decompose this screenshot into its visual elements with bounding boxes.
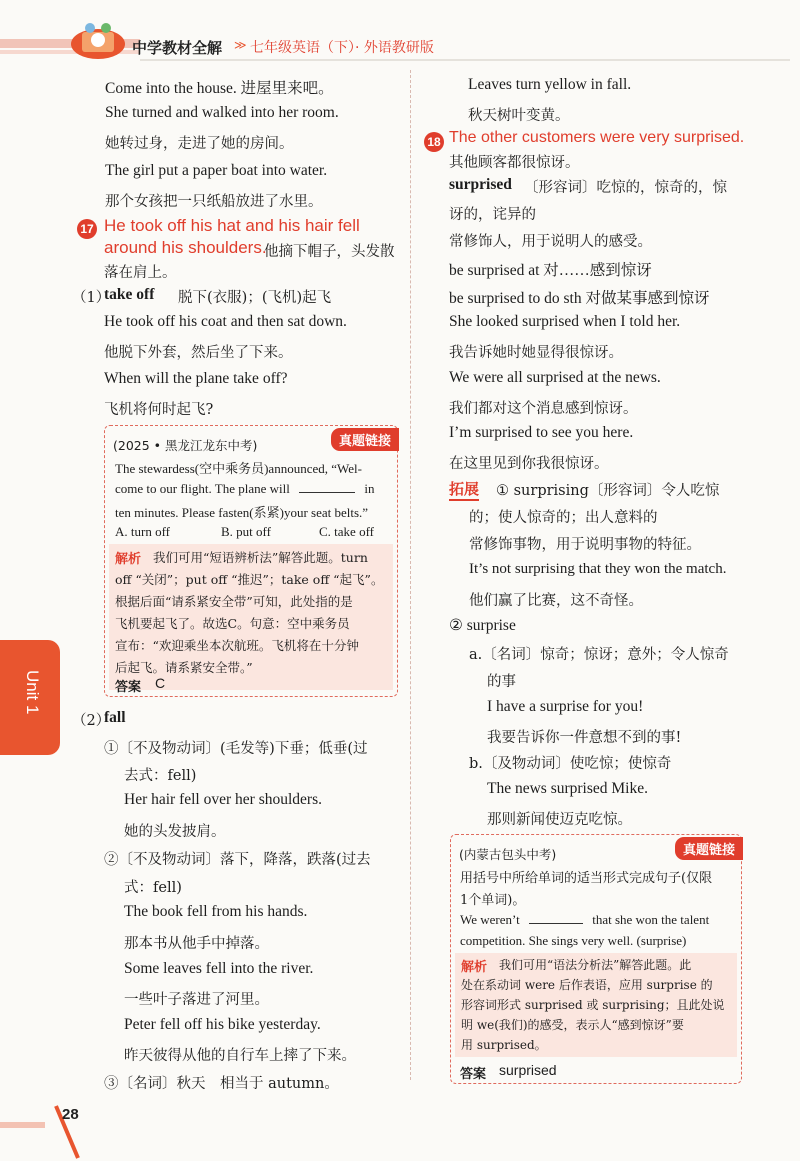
exam-1-analysis-line4: 飞机要起飞了。故选C。句意：空中乘务员 (115, 616, 350, 631)
extension-2b: b.〔及物动词〕使吃惊；使惊奇 (469, 756, 672, 772)
extension-2b-example-zh: 那则新闻使迈克吃惊。 (487, 812, 632, 828)
exam-1-question-line3: ten minutes. Please fasten(系紧)your seat belts.” (115, 505, 369, 520)
extension-2a-example-zh: 我要告诉你一件意想不到的事! (487, 730, 682, 746)
vocab-usage: 常修饰人，用于说明人的感受。 (449, 234, 652, 250)
book-logo-icon (68, 18, 128, 62)
exam-2-analysis-line1: 我们可用“语法分析法”解答此题。此 (499, 958, 692, 972)
fall-def-1-example-zh: 她的头发披肩。 (124, 824, 226, 840)
header-subtitle: 七年级英语（下）· 外语教研版 (250, 40, 434, 56)
exam-2-instruction-line1: 用括号中所给单词的适当形式完成句子(仅限 (460, 871, 713, 886)
sentence-17-badge: 17 (77, 219, 97, 239)
extension-2a-example-en: I have a surprise for you! (487, 698, 644, 715)
phrase-1-label: （1） (72, 290, 111, 306)
exam-2-analysis-line5: 用 surprised。 (461, 1038, 547, 1052)
exam-1-option-a[interactable]: A. turn off (115, 524, 171, 539)
exam-2-answer: surprised (499, 1062, 557, 1078)
phrase-2-label: （2） (72, 713, 111, 729)
exam-2-question-line2: competition. She sings very well. (surprise) (460, 933, 687, 948)
exam-1-option-b[interactable]: B. put off (221, 524, 271, 539)
phrase-1-definition: 脱下(衣服)；(飞机)起飞 (178, 290, 332, 306)
phrase-1-word: take off (104, 286, 155, 303)
left-example-3-en: The girl put a paper boat into water. (105, 162, 328, 179)
fall-def-3: ③〔名词〕秋天 相当于 autumn。 (104, 1076, 339, 1092)
page-number-decoration (0, 1100, 120, 1160)
phrase-1-example-2-en: When will the plane take off? (104, 370, 288, 387)
exam-link-tag-2: 真题链接 (675, 837, 743, 860)
left-example-1: Come into the house. 进屋里来吧。 (105, 80, 334, 97)
exam-link-box-2 (450, 834, 742, 1084)
sentence-18-en: The other customers were very surprised. (449, 129, 745, 146)
exam-2-analysis-line4: 明 we(我们)的感受，表示人“感到惊讶”要 (461, 1018, 684, 1032)
fall-def-2-example-3-en: Peter fell off his bike yesterday. (124, 1016, 321, 1033)
fall-def-2-example-2-en: Some leaves fell into the river. (124, 960, 314, 977)
vocab-def-line1: 〔形容词〕吃惊的，惊奇的，惊 (524, 180, 727, 196)
exam-1-analysis-line2: off “关闭”；put off “推迟”；take off “起飞”。 (115, 572, 384, 587)
vocab-example-1-zh: 我告诉她时她显得很惊讶。 (449, 345, 623, 361)
vocab-example-2-zh: 我们都对这个消息感到惊讶。 (449, 401, 638, 417)
vocab-phrase-2: be surprised to do sth 对做某事感到惊讶 (449, 290, 710, 307)
vocab-example-1-en: She looked surprised when I told her. (449, 313, 681, 330)
exam-1-question-line2-a: come to our flight. The plane will (115, 481, 290, 496)
vocab-def-line2: 讶的，诧异的 (449, 207, 536, 223)
exam-1-option-c[interactable]: C. take off (319, 524, 374, 539)
extension-1-line3: 常修饰事物，用于说明事物的特征。 (469, 537, 701, 553)
sentence-17-en-line1: He took off his hat and his hair fell (104, 216, 360, 235)
exam-link-box-1 (104, 425, 398, 697)
fall-def-1-example-en: Her hair fell over her shoulders. (124, 791, 322, 808)
sentence-17-en-line2: around his shoulders. (104, 238, 267, 257)
exam-2-analysis-line3: 形容词形式 surprised 或 surprising；且此处说 (461, 998, 725, 1012)
exam-2-analysis-label: 解析 (461, 960, 488, 975)
exam-2-analysis-panel (455, 953, 737, 1057)
exam-1-analysis-panel (109, 544, 393, 690)
exam-1-answer-label: 答案 (115, 680, 142, 695)
extension-1-line2: 的；使人惊奇的；出人意料的 (469, 510, 658, 526)
phrase-1-example-2-zh: 飞机将何时起飞? (104, 402, 214, 418)
exam-1-analysis-line3: 根据后面“请系紧安全带”可知，此处指的是 (115, 594, 353, 609)
right-example-zh: 秋天树叶变黄。 (468, 108, 570, 124)
fall-def-2-line2: 式：fell) (124, 880, 182, 896)
exam-1-answer: C (155, 675, 166, 691)
page-number: 28 (62, 1106, 79, 1123)
exam-2-analysis-line2: 处在系动词 were 后作表语，应用 surprise 的 (461, 978, 713, 992)
header-title: 中学教材全解 (132, 39, 223, 57)
fall-def-1-line1: ①〔不及物动词〕(毛发等)下垂；低垂(过 (104, 741, 368, 757)
column-divider (410, 70, 411, 1080)
unit-side-tab-label: Unit 1 (23, 670, 42, 715)
phrase-1-example-1-en: He took off his coat and then sat down. (104, 313, 347, 330)
vocab-example-3-zh: 在这里见到你我很惊讶。 (449, 456, 609, 472)
exam-1-question-line2-b: in (364, 481, 375, 496)
fall-def-2-example-1-zh: 那本书从他手中掉落。 (124, 936, 269, 952)
vocab-word-surprised: surprised (449, 176, 512, 193)
vocab-phrase-1: be surprised at 对……感到惊讶 (449, 262, 652, 279)
header-arrow-icon: ≫ (234, 38, 247, 52)
left-example-3-zh: 那个女孩把一只纸船放进了水里。 (105, 194, 323, 210)
exam-1-blank[interactable] (299, 480, 355, 493)
exam-2-source: (内蒙古包头中考) (459, 847, 557, 862)
fall-def-2-example-3-zh: 昨天彼得从他的自行车上摔了下来。 (124, 1048, 356, 1064)
unit-side-tab (0, 640, 60, 755)
vocab-example-3-en: I’m surprised to see you here. (449, 424, 634, 441)
exam-2-answer-label: 答案 (460, 1067, 487, 1082)
right-example-en: Leaves turn yellow in fall. (468, 76, 632, 93)
extension-label: 拓展 (449, 478, 479, 501)
phrase-2-word: fall (104, 709, 126, 726)
exam-1-question-line2 (115, 480, 374, 497)
extension-2-title: ② surprise (449, 617, 516, 634)
extension-2a-line2: 的事 (487, 674, 516, 690)
vocab-example-2-en: We were all surprised at the news. (449, 369, 661, 386)
extension-1-example-en: It’s not surprising that they won the match. (469, 561, 727, 577)
exam-link-tag-1: 真题链接 (331, 428, 399, 451)
sentence-17-zh-line1: 他摘下帽子，头发散 (264, 244, 395, 260)
header-bar (0, 0, 800, 66)
left-example-2-en: She turned and walked into her room. (105, 104, 339, 121)
sentence-18-badge: 18 (424, 132, 444, 152)
phrase-1-example-1-zh: 他脱下外套，然后坐了下来。 (104, 345, 293, 361)
exam-1-analysis-line5: 宣布：“欢迎乘坐本次航班。飞机将在十分钟 (115, 638, 359, 653)
exam-1-source: (2025 • 黑龙江龙东中考) (113, 438, 258, 453)
fall-def-2-line1: ②〔不及物动词〕落下，降落，跌落(过去 (104, 852, 371, 868)
exam-2-blank[interactable] (529, 911, 583, 924)
sentence-18-zh: 其他顾客都很惊讶。 (449, 155, 580, 171)
exam-2-question-line1-b: that she won the talent (592, 912, 710, 927)
extension-1-line1: ① surprising〔形容词〕令人吃惊 (496, 483, 720, 499)
exam-1-analysis-label: 解析 (115, 552, 142, 567)
extension-2a-line1: a.〔名词〕惊奇；惊讶；意外；令人惊奇 (469, 647, 729, 663)
exam-2-question-line1 (460, 911, 709, 928)
fall-def-2-example-2-zh: 一些叶子落进了河里。 (124, 992, 269, 1008)
exam-1-analysis-line1: 我们可用“短语辨析法”解答此题。turn (153, 550, 368, 565)
exam-1-question-line1: The stewardess(空中乘务员)announced, “Wel- (115, 461, 362, 476)
exam-2-question-line1-a: We weren’t (460, 912, 520, 927)
extension-2b-example-en: The news surprised Mike. (487, 780, 648, 797)
exam-1-analysis-line6: 后起飞。请系紧安全带。” (115, 660, 253, 675)
exam-2-instruction-line2: 1个单词)。 (460, 893, 526, 908)
sentence-17-zh-line2: 落在肩上。 (104, 265, 177, 281)
extension-1-example-zh: 他们赢了比赛，这不奇怪。 (469, 593, 643, 609)
fall-def-1-line2: 去式：fell) (124, 768, 197, 784)
left-example-2-zh: 她转过身，走进了她的房间。 (105, 136, 294, 152)
fall-def-2-example-1-en: The book fell from his hands. (124, 903, 308, 920)
